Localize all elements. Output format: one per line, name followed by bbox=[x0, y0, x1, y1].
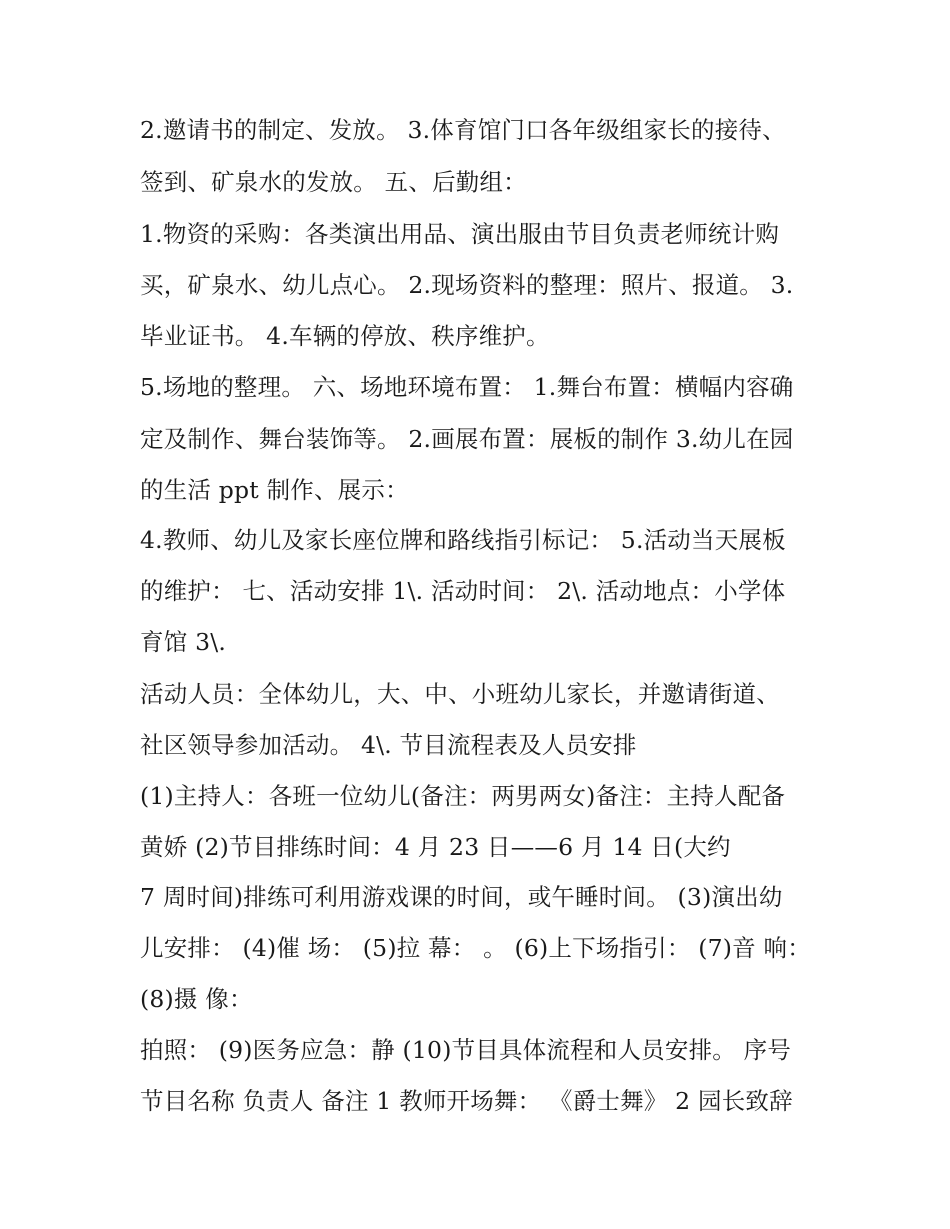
text-line: 7 周时间)排练可利用游戏课的时间，或午睡时间。 (3)演出幼 bbox=[140, 883, 783, 911]
text-line: 社区领导参加活动。 4\. 节目流程表及人员安排 bbox=[140, 731, 637, 759]
text-line: 1.物资的采购：各类演出用品、演出服由节目负责老师统计购 bbox=[140, 220, 780, 248]
text-line: 5.场地的整理。 六、场地环境布置： 1.舞台布置：横幅内容确 bbox=[140, 373, 794, 401]
text-line: 2.邀请书的制定、发放。 3.体育馆门口各年级组家长的接待、 bbox=[140, 116, 786, 144]
text-line: (8)摄 像： bbox=[140, 985, 253, 1013]
text-line: 的生活 ppt 制作、展示： bbox=[140, 476, 409, 504]
text-line: 4.教师、幼儿及家长座位牌和路线指引标记： 5.活动当天展板 bbox=[140, 526, 786, 554]
text-line: 拍照： (9)医务应急：静 (10)节目具体流程和人员安排。 序号 bbox=[140, 1036, 792, 1064]
text-line: 买，矿泉水、幼儿点心。 2.现场资料的整理：照片、报道。 3. bbox=[140, 271, 794, 299]
text-line: 毕业证书。 4.车辆的停放、秩序维护。 bbox=[140, 322, 550, 350]
text-line: 儿安排： (4)催 场： (5)拉 幕： 。 (6)上下场指引： (7)音 响： bbox=[140, 934, 811, 962]
text-line: 的维护： 七、活动安排 1\. 活动时间： 2\. 活动地点：小学体 bbox=[140, 577, 786, 605]
text-line: (1)主持人：各班一位幼儿(备注：两男两女)备注：主持人配备 bbox=[140, 782, 786, 810]
text-line: 签到、矿泉水的发放。 五、后勤组： bbox=[140, 168, 527, 196]
text-line: 黄娇 (2)节目排练时间：4 月 23 日——6 月 14 日(大约 bbox=[140, 833, 731, 861]
text-line: 活动人员：全体幼儿，大、中、小班幼儿家长，并邀请街道、 bbox=[140, 680, 780, 708]
text-line: 节目名称 负责人 备注 1 教师开场舞： 《爵士舞》 2 园长致辞 bbox=[140, 1087, 793, 1115]
text-line: 育馆 3\. bbox=[140, 628, 227, 656]
text-line: 定及制作、舞台装饰等。 2.画展布置：展板的制作 3.幼儿在园 bbox=[140, 425, 794, 453]
